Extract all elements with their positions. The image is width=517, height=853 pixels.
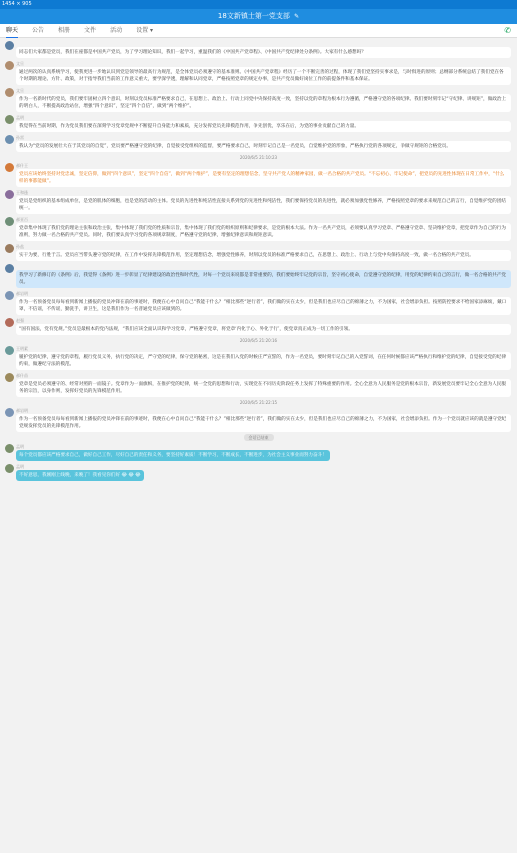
sender-name: 孙盐	[16, 244, 24, 249]
message-bubble[interactable]: 我认为“党员的发展壮大在于其党员的自觉”，党员要严格遵守党的纪律，自觉接受党组织的监督，要严格要求自己，时刻牢记自己是一名党员，自觉维护党的形象，严格执行党的各项规定，争做守规矩的合格党员。	[16, 141, 511, 152]
avatar[interactable]	[5, 346, 14, 355]
message-bubble[interactable]: 我觉得在当前时期，作为党员我们要在深刻学习党章党规中不断提升自身能力和素质，充分发挥党员先锋模范作用，争先创优，享乐在后，为党的事业贡献自己的力量。	[16, 121, 511, 132]
avatar[interactable]	[5, 408, 14, 417]
avatar[interactable]	[5, 464, 14, 473]
sender-name: 郝什苗	[16, 373, 28, 378]
message-bubble[interactable]: 党员是党组织的基本组成单位，是党的肌体的细胞，也是党的活动的主体。党员的先进性和纯洁性直接关系到党的先进性和纯洁性，我们要保持党员的先进性，就必须加强党性修养，严格按照党章的要求来规范自己的言行，自觉维护党的团结统一。	[16, 196, 511, 214]
timestamp: 2020/6/5 21:10:23	[239, 155, 278, 160]
tab-announcement[interactable]: 公告	[32, 26, 45, 34]
avatar[interactable]	[5, 318, 14, 327]
message-bubble[interactable]: 作为一名新时代的党员，我们要牢固树立四个意识，时刻以党员标准严格要求自己，在思想上、政治上、行动上同党中央保持高度一致，坚持以党的章程为根本行为遵循，严格遵守党的各项纪律。我们要时刻牢记“守纪律、讲规矩”，做政治上的明白人，不断提高政治站位，增强“四个意识”，坚定“四个自信”，做到“两个维护”。	[16, 94, 511, 112]
message-bubble[interactable]: 作为一名预备党员每每看到新闻上播报的党员冲锋在前的事迹时，我便在心中自问自己“我能干什么？”相比那些“逆行者”，我们做的实在太少，但是我们也应尽自己的绵薄之力，不为国家，社会增添负担。按照防控要求不给国家添麻烦，戴口罩，不信谣，不传谣，勤洗手，讲卫生，这是我们作为一名普通党员应该做到的。	[16, 297, 511, 315]
chat-message	[4, 373, 513, 397]
chat-message	[4, 61, 513, 85]
chat-message	[4, 444, 513, 461]
avatar[interactable]	[5, 291, 14, 300]
avatar[interactable]	[5, 190, 14, 199]
group-title: 18文新镇士第一党支部	[217, 12, 290, 20]
avatar[interactable]	[5, 163, 14, 172]
sender-name: 郝亚百	[16, 217, 28, 222]
avatar[interactable]	[5, 115, 14, 124]
pencil-icon[interactable]: ✎	[294, 13, 300, 20]
message-bubble[interactable]: 党章是党员必须遵守的、经常对照的一面镜子。党章作为一面旗帜，在推护党的纪律，统一全党的思想和行动，实现党在不同历史阶段任务上发挥了特殊重要的作用。全心全意为人民服务是党的根本宗旨，新发展党员要牢记全心全意为人民服务的宗旨，以身作则，发挥好党员的先锋模范作用。	[16, 379, 511, 397]
sender-name: 郝岩明	[16, 408, 28, 413]
chat-message	[4, 346, 513, 370]
message-bubble[interactable]: 每个党员都应该严格要求自己，做好自己工作，尽好自己的责任和义务，要坚持好素质！不断学习，不断成长，不断进步，为社会主义事业而努力奋斗！	[16, 450, 330, 461]
avatar[interactable]	[5, 373, 14, 382]
message-bubble[interactable]: 作为一名预备党员每每看到新闻上播报的党员冲锋在前的事迹时，我便在心中自问自己“我能干什么？”相比那些“逆行者”，我们做的实在太少，但是我们也应尽自己的绵薄之力，不为国家，社会增添负担。作为一个党员就应该的就是遵守党纪党规发挥党员的先锋模范作用。	[16, 414, 511, 432]
tab-album[interactable]: 相册	[58, 26, 71, 34]
chat-message	[4, 190, 513, 214]
sender-name: 孙雷	[16, 135, 24, 140]
message-bubble[interactable]: 实干为要，行胜于言。党员应当带头遵守党的纪律，在工作中发挥先锋模范作用，坚定理想信念，增强党性修养，时刻以党员的标准严格要求自己，在思想上、政治上、行动上与党中央保持高度一致，做一名合格的共产党员。	[16, 250, 511, 261]
tab-settings[interactable]: 设置 ▾	[136, 26, 153, 34]
sender-name: 孟明	[16, 115, 24, 120]
chat-message	[4, 464, 513, 481]
chat-message	[4, 291, 513, 315]
sender-name: 王和逢	[16, 190, 28, 195]
sender-name: 文旦	[16, 61, 24, 66]
message-bubble[interactable]: 党章集中体现了我们党的理论主张和政治主张，集中体现了我们党的性质和宗旨，集中体现了我们党的组织原则和纪律要求，是党的根本大法。作为一名共产党员，必须要认真学习党章、严格遵守党章、坚决维护党章，把党章作为自己的行为准则，努力做一名合格的共产党员。同时，我们要认真学习党的各项规章制度，严格遵守党的纪律，增强纪律意识和规矩意识。	[16, 223, 511, 241]
message-bubble[interactable]: 我学习了新修订的《条例》后，我觉得《条例》进一步彰显了纪律建设的政治性和时代性，对每一个党员来说都是非常重要的，我们要始终牢记党的宗旨，坚守初心使命，自觉遵守党的纪律，用党的纪律约束自己的言行，做一名合格的共产党员。	[16, 270, 511, 288]
tab-activities[interactable]: 活动	[110, 26, 123, 34]
sender-name: 孟明	[16, 464, 24, 469]
chat-message	[4, 264, 513, 288]
avatar[interactable]	[5, 135, 14, 144]
message-bubble[interactable]: 不好意思，我刚刚上线晚，来晚了！我看见你们好 😂 😂 😂	[16, 470, 144, 481]
system-status-bar	[0, 0, 517, 9]
sender-name: 赵强	[16, 318, 24, 323]
chat-message	[4, 244, 513, 261]
tab-files[interactable]: 文件	[84, 26, 97, 34]
sender-name: 文旦	[16, 88, 24, 93]
status-text: 1454 × 905	[2, 1, 32, 7]
message-bubble[interactable]: 同志们大家都是党员，我们在座都是中国共产党员，为了学习理论知识，我们一起学习，重温我们的《中国共产党章程》、《中国共产党纪律处分条例》。大家有什么感想吗？	[16, 47, 511, 58]
chat-message	[4, 318, 513, 335]
phone-icon[interactable]: ✆	[504, 26, 511, 35]
chat-message	[4, 135, 513, 152]
avatar[interactable]	[5, 264, 14, 273]
message-bubble[interactable]: 通过两次的认真系统学习，使我更进一步地认识到党是领导的最高行为规范，是全体党员必须遵守的基本准则。《中国共产党章程》经历了一个不断完善的过程，体现了我们党坚持实事求是，与时俱进的原则；总纲部分系统总结了我们党在各个时期的理论、方针、政策，对于指导我们当前的工作意义重大，要学深学透，理解和认同党章，严格按照党章的规定办事，是共产党员做好岗位工作的前提条件和基本保证。	[16, 67, 511, 85]
message-feed[interactable]	[0, 38, 517, 853]
sender-name: 郝岩明	[16, 291, 28, 296]
timestamp: 2020/6/5 21:22:15	[239, 400, 278, 405]
avatar[interactable]	[5, 244, 14, 253]
chat-message	[4, 163, 513, 187]
chat-message	[4, 88, 513, 112]
system-notice	[4, 435, 513, 441]
chat-message	[4, 115, 513, 132]
chat-message	[4, 41, 513, 58]
tab-chat[interactable]: 聊天	[6, 24, 18, 38]
sender-name: 孟明	[16, 444, 24, 449]
avatar[interactable]	[5, 444, 14, 453]
message-bubble[interactable]: 履护党的纪律，遵守党的章程，履行党员义务，执行党的决定，严守党的纪律，保守党的秘密，这是在我们入党的时候庄严宣誓的，作为一名党员，要时刻牢记自己的入党誓词，在任何时候都应该严格执行和维护党的纪律，自觉接受党的纪律约束，做遵纪守法的模范。	[16, 352, 511, 370]
chat-title-bar	[0, 9, 517, 24]
avatar[interactable]	[5, 41, 14, 50]
sender-name: 郝什王	[16, 163, 28, 168]
avatar[interactable]	[5, 217, 14, 226]
system-notice-text: 会话已结束	[244, 434, 274, 441]
avatar[interactable]	[5, 88, 14, 97]
message-bubble[interactable]: “国有国法，党有党规。”党员是最根本的党内法规，“我们应该全面认识和学习党章，严格遵守党章，将党章‘内化于心、外化于行’，使党章真正成为一切工作的引领。	[16, 324, 511, 335]
avatar[interactable]	[5, 61, 14, 70]
chat-message	[4, 408, 513, 432]
group-tabs	[0, 24, 517, 38]
message-bubble[interactable]: 党员应该始终坚持对党忠诚，坚定信仰，做到“四个意识”，坚定“四个自信”，做到“两个维护”，是要有坚定的理想信念，坚守共产党人的精神家园，做一名合格的共产党员。“不忘初心、牢记使命”，把党员的先进性体现在日常工作中，“什么样的事都能做”。	[16, 169, 511, 187]
timestamp: 2020/6/5 21:20:16	[239, 338, 278, 343]
chat-message	[4, 217, 513, 241]
sender-name: 王明素	[16, 346, 28, 351]
